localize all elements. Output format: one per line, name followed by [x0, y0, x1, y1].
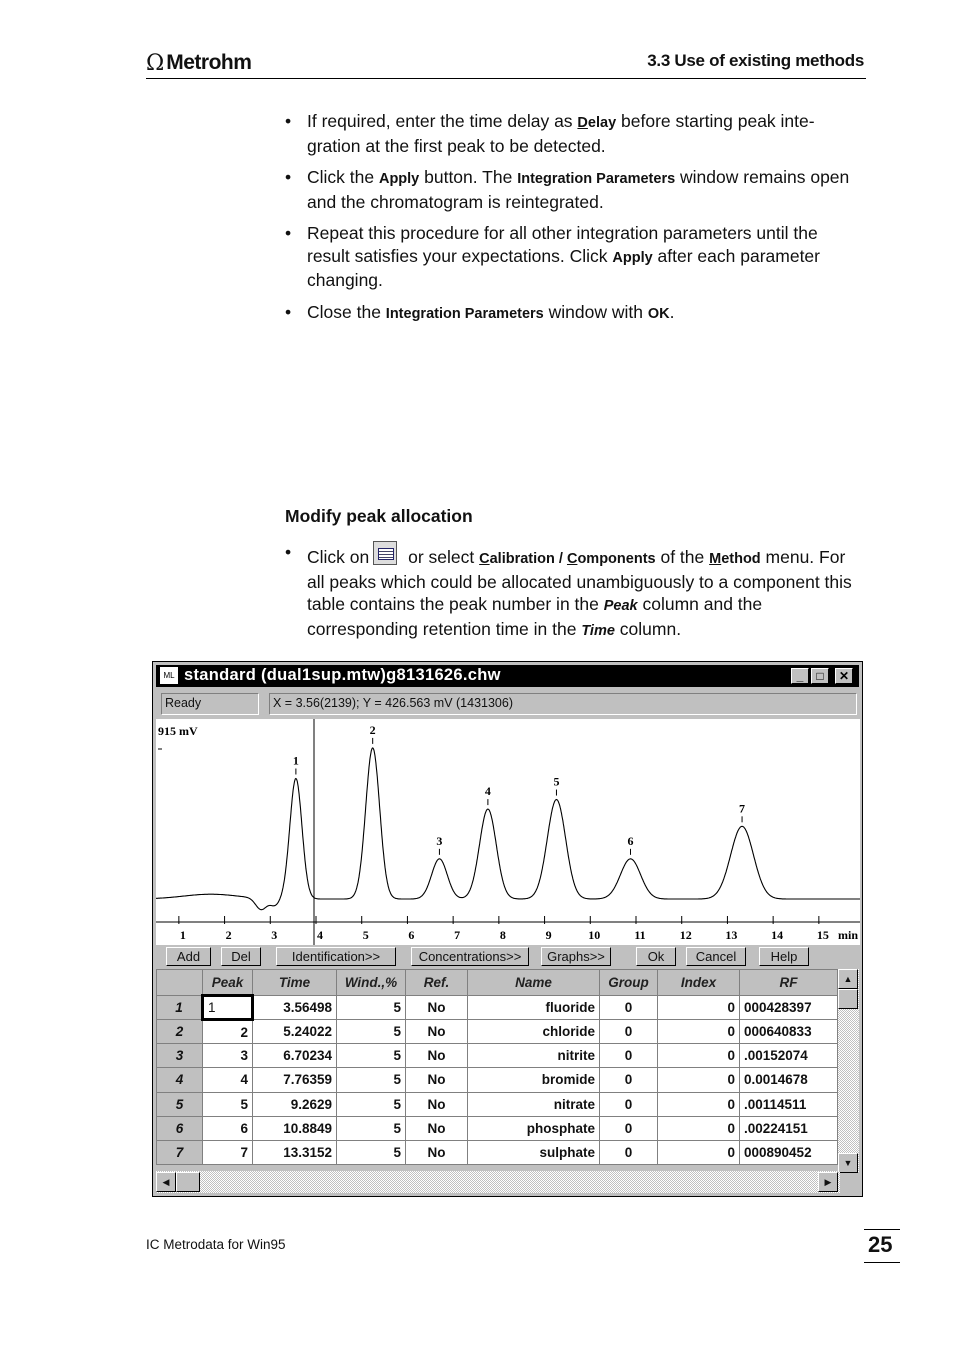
table-cell-ref[interactable]: No: [406, 1020, 468, 1044]
table-cell-time[interactable]: 3.56498: [253, 996, 337, 1020]
x-tick-label: 7: [454, 928, 461, 942]
column-header[interactable]: Name: [468, 970, 600, 996]
table-cell-name[interactable]: phosphate: [468, 1116, 600, 1140]
hscroll-thumb[interactable]: [176, 1172, 200, 1192]
table-cell-peak[interactable]: 6: [203, 1116, 253, 1140]
peak-label: 3: [436, 833, 443, 848]
chromatogram-svg: [156, 719, 860, 945]
column-header[interactable]: Time: [253, 970, 337, 996]
status-bar: [161, 693, 857, 716]
table-cell-name[interactable]: nitrate: [468, 1092, 600, 1116]
column-header[interactable]: Wind.,%: [337, 970, 406, 996]
peak-label: 4: [484, 784, 491, 799]
table-cell-peak[interactable]: 4: [203, 1068, 253, 1092]
table-cell-ref[interactable]: No: [406, 1068, 468, 1092]
bullet-repeat: • Repeat this procedure for all other integration parameters until the result satisfies your expectations. Click Apply after each parameter changing.: [285, 222, 865, 292]
table-cell-name[interactable]: fluoride: [468, 996, 600, 1020]
x-tick-label: 8: [499, 928, 506, 942]
column-header[interactable]: Peak: [203, 970, 253, 996]
table-cell-rf[interactable]: 000428397: [740, 996, 838, 1020]
table-cell-index[interactable]: 0: [658, 1020, 740, 1044]
x-tick-label: 14: [771, 928, 784, 942]
row-header[interactable]: 5: [157, 1092, 203, 1116]
x-tick-label: 12: [679, 928, 692, 942]
table-cell-group[interactable]: 0: [600, 1140, 658, 1164]
footer-rule: [864, 1262, 900, 1263]
table-cell-wind[interactable]: 5: [337, 1116, 406, 1140]
logo-text: Metrohm: [166, 51, 252, 74]
row-header[interactable]: 6: [157, 1116, 203, 1140]
table-cell-wind[interactable]: 5: [337, 1020, 406, 1044]
app-system-icon[interactable]: ML: [160, 667, 178, 684]
table-cell-wind[interactable]: 5: [337, 1092, 406, 1116]
peak-label: 5: [553, 774, 560, 789]
table-cell-time[interactable]: 13.3152: [253, 1140, 337, 1164]
bullet-list-top: [285, 110, 865, 334]
peak-label: 6: [627, 833, 634, 848]
x-tick-label: 15: [816, 928, 829, 942]
table-cell-rf[interactable]: 000890452: [740, 1140, 838, 1164]
status-text: Ready: [161, 693, 259, 715]
x-tick-label: 10: [588, 928, 601, 942]
table-row[interactable]: [157, 1068, 838, 1092]
table-cell-group[interactable]: 0: [600, 1044, 658, 1068]
table-cell-rf[interactable]: 000640833: [740, 1020, 838, 1044]
table-cell-peak[interactable]: 5: [203, 1092, 253, 1116]
table-cell-group[interactable]: 0: [600, 996, 658, 1020]
table-cell-rf[interactable]: .00152074: [740, 1044, 838, 1068]
bullet-components: • Click on or select Calibration / Components of the Method menu. For all peaks which could be allocated unambiguously to a component this table contains the peak number in the Peak column and the corresponding retention time in the Time column.: [285, 541, 865, 642]
table-cell-time[interactable]: 10.8849: [253, 1116, 337, 1140]
ok-button[interactable]: Ok: [636, 947, 676, 966]
concentrations-button[interactable]: Concentrations>>: [411, 947, 529, 966]
x-tick-label: 3: [271, 928, 278, 942]
table-cell-ref[interactable]: No: [406, 1092, 468, 1116]
chromatogram-trace: [156, 748, 860, 910]
page-number: 25: [868, 1232, 893, 1257]
table-cell-group[interactable]: 0: [600, 1116, 658, 1140]
table-row[interactable]: [157, 996, 838, 1020]
table-cell-wind[interactable]: 5: [337, 1068, 406, 1092]
horizontal-scrollbar[interactable]: [156, 1171, 840, 1193]
table-cell-name[interactable]: sulphate: [468, 1140, 600, 1164]
table-cell-group[interactable]: 0: [600, 1020, 658, 1044]
table-cell-peak[interactable]: 3: [203, 1044, 253, 1068]
footer-product: IC Metrodata for Win95: [146, 1237, 286, 1252]
table-cell-ref[interactable]: No: [406, 1140, 468, 1164]
identification-button[interactable]: Identification>>: [276, 947, 396, 966]
scroll-up-icon[interactable]: ▲: [838, 969, 858, 989]
cancel-button[interactable]: Cancel: [686, 947, 746, 966]
x-tick-label: 11: [634, 928, 646, 942]
peak-label: 2: [369, 722, 376, 737]
table-cell-name[interactable]: bromide: [468, 1068, 600, 1092]
table-cell-rf[interactable]: .00224151: [740, 1116, 838, 1140]
table-cell-group[interactable]: 0: [600, 1068, 658, 1092]
x-tick-label: 9: [545, 928, 552, 942]
table-cell-time[interactable]: 6.70234: [253, 1044, 337, 1068]
row-header[interactable]: 7: [157, 1140, 203, 1164]
row-header[interactable]: 3: [157, 1044, 203, 1068]
peak-label: 1: [292, 753, 299, 768]
chromatogram-window: [152, 661, 863, 1197]
table-cell-time[interactable]: 5.24022: [253, 1020, 337, 1044]
corner-cell: [157, 970, 203, 996]
table-cell-index[interactable]: 0: [658, 1092, 740, 1116]
bullet-list-bottom: [285, 541, 865, 651]
bullet-delay: • If required, enter the time delay as Delay before starting peak inte-gration at the first peak to be detected.: [285, 110, 865, 157]
table-cell-rf[interactable]: 0.0014678: [740, 1068, 838, 1092]
table-cell-wind[interactable]: 5: [337, 1044, 406, 1068]
table-cell-rf[interactable]: .00114511: [740, 1092, 838, 1116]
header-rule: [146, 78, 866, 79]
table-cell-wind[interactable]: 5: [337, 996, 406, 1020]
maximize-button[interactable]: □: [811, 668, 829, 684]
table-row[interactable]: [157, 1020, 838, 1044]
metrohm-logo: [146, 50, 251, 76]
table-cell-time[interactable]: 7.76359: [253, 1068, 337, 1092]
table-cell-group[interactable]: 0: [600, 1092, 658, 1116]
table-cell-index[interactable]: 0: [658, 996, 740, 1020]
table-cell-name[interactable]: nitrite: [468, 1044, 600, 1068]
section-title: 3.3 Use of existing methods: [647, 51, 864, 70]
column-header[interactable]: Group: [600, 970, 658, 996]
close-button[interactable]: ✕: [835, 668, 853, 684]
x-tick-label: 5: [362, 928, 369, 942]
chromatogram-plot[interactable]: [156, 719, 860, 945]
table-row[interactable]: [157, 1044, 838, 1068]
y-axis-label: 915 mV: [158, 724, 198, 738]
column-header[interactable]: RF: [740, 970, 838, 996]
x-tick-label: 1: [179, 928, 186, 942]
table-cell-ref[interactable]: No: [406, 1116, 468, 1140]
table-cell-ref[interactable]: No: [406, 1044, 468, 1068]
table-cell-name[interactable]: chloride: [468, 1020, 600, 1044]
scroll-left-icon[interactable]: ◀: [156, 1172, 176, 1192]
table-cell-index[interactable]: 0: [658, 1044, 740, 1068]
table-cell-peak[interactable]: 7: [203, 1140, 253, 1164]
column-header[interactable]: Index: [658, 970, 740, 996]
column-header[interactable]: Ref.: [406, 970, 468, 996]
peak-labels: [293, 723, 745, 855]
graphs-button[interactable]: Graphs>>: [541, 947, 611, 966]
table-cell-wind[interactable]: 5: [337, 1140, 406, 1164]
table-cell-index[interactable]: 0: [658, 1140, 740, 1164]
table-cell-time[interactable]: 9.2629: [253, 1092, 337, 1116]
table-cell-peak[interactable]: 2: [203, 1020, 253, 1044]
footer-rule: [864, 1229, 900, 1230]
table-cell-peak[interactable]: 1: [203, 996, 253, 1020]
x-tick-label: 13: [725, 928, 738, 942]
x-tick-label: 6: [408, 928, 415, 942]
table-cell-index[interactable]: 0: [658, 1116, 740, 1140]
delete-button[interactable]: Del: [221, 947, 261, 966]
table-row[interactable]: [157, 1116, 838, 1140]
x-axis-unit: min: [837, 928, 858, 942]
table-cell-ref[interactable]: No: [406, 996, 468, 1020]
row-header[interactable]: 4: [157, 1068, 203, 1092]
table-row[interactable]: [157, 1092, 838, 1116]
minimize-button[interactable]: _: [791, 668, 809, 684]
scroll-right-icon[interactable]: ▶: [818, 1172, 838, 1192]
scroll-down-icon[interactable]: ▼: [838, 1153, 858, 1173]
cursor-coordinates: X = 3.56(2139); Y = 426.563 mV (1431306): [269, 693, 857, 715]
window-title: standard (dual1sup.mtw)g8131626.chw: [184, 666, 501, 684]
bullet-apply: • Click the Apply button. The Integration Parameters window remains open and the chromatogram is reintegrated.: [285, 166, 865, 213]
table-row[interactable]: [157, 1140, 838, 1164]
subheading: Modify peak allocation: [285, 506, 473, 526]
button-bar: [156, 946, 860, 968]
scroll-thumb[interactable]: [838, 989, 858, 1009]
table-header-row: [157, 970, 838, 996]
omega-icon: Ω: [146, 50, 165, 76]
help-button[interactable]: Help: [759, 947, 809, 966]
x-ticks: [179, 916, 858, 942]
x-tick-label: 4: [317, 928, 323, 942]
row-header[interactable]: 2: [157, 1020, 203, 1044]
bullet-close: • Close the Integration Parameters window with OK.: [285, 301, 865, 326]
components-table: [156, 969, 838, 1165]
x-tick-label: 2: [225, 928, 232, 942]
components-table-icon[interactable]: [373, 541, 397, 565]
peak-label: 7: [739, 801, 746, 816]
vertical-scrollbar[interactable]: [838, 969, 859, 1173]
table-cell-index[interactable]: 0: [658, 1068, 740, 1092]
add-button[interactable]: Add: [166, 947, 211, 966]
window-titlebar[interactable]: [156, 665, 859, 687]
row-header[interactable]: 1: [157, 996, 203, 1020]
